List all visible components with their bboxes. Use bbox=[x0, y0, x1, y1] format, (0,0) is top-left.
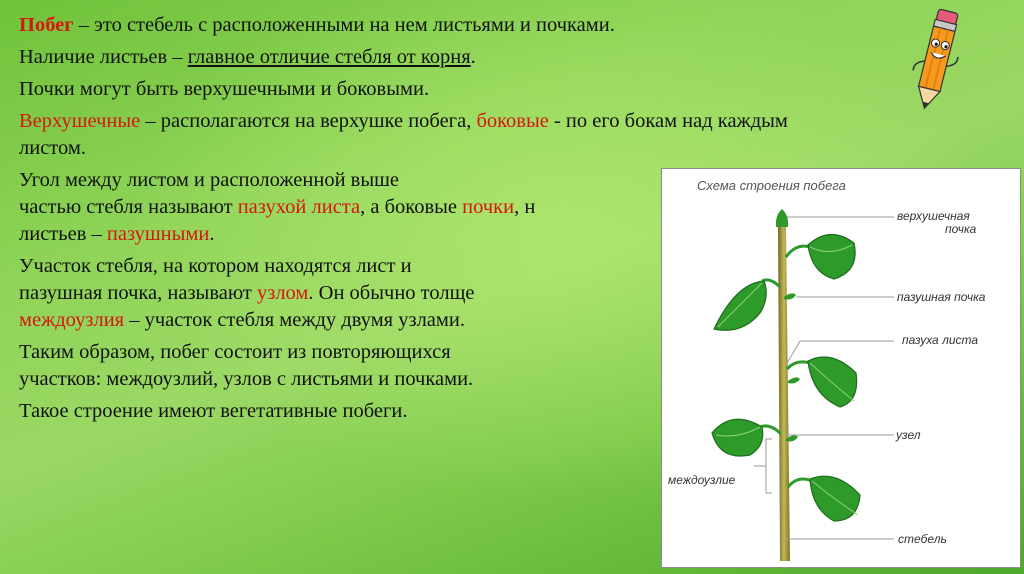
text-fragment: , н bbox=[514, 196, 536, 218]
text-fragment: Участок стебля, на котором находятся лист и bbox=[19, 255, 412, 277]
term-leaf-axil: пазухой листа bbox=[237, 196, 361, 218]
underlined-phrase: главное отличие стебля от корня bbox=[187, 46, 471, 68]
paragraph-leaves bbox=[19, 44, 1009, 71]
label-axillary-bud: пазушная почка bbox=[897, 290, 986, 304]
paragraph-vegetative: Такое строение имеют вегетативные побеги. bbox=[19, 400, 408, 422]
text-fragment: , а боковые bbox=[360, 196, 463, 218]
label-stem: стебель bbox=[898, 532, 947, 546]
text-fragment: – располагаются на верхушке побега, bbox=[140, 110, 477, 132]
text-fragment: . bbox=[470, 46, 476, 68]
paragraph-definition bbox=[19, 12, 1009, 39]
term-node: узлом bbox=[256, 282, 309, 304]
term-buds: почки bbox=[462, 196, 515, 218]
text-fragment: пазушная почка, называют bbox=[19, 282, 257, 304]
label-leaf-axil: пазуха листа bbox=[902, 333, 979, 347]
paragraph-buds: Почки могут быть верхушечными и боковыми. bbox=[19, 78, 430, 100]
label-node: узел bbox=[896, 428, 921, 442]
text-fragment: . Он обычно толще bbox=[308, 282, 475, 304]
leaf-shape bbox=[808, 357, 857, 407]
paragraph-apical bbox=[19, 108, 1009, 162]
leaf-shape bbox=[808, 234, 855, 279]
term-internode: междоузлия bbox=[19, 309, 125, 331]
pencil-mascot-icon bbox=[906, 6, 968, 118]
text-fragment: Наличие листьев – bbox=[19, 46, 188, 68]
text-fragment: частью стебля называют bbox=[19, 196, 238, 218]
text-fragment: – участок стебля между двумя узлами. bbox=[124, 309, 465, 331]
term-axillary: пазушными bbox=[106, 223, 210, 245]
text-fragment: участков: междоузлий, узлов с листьями и почками. bbox=[19, 368, 474, 390]
stem-shape bbox=[778, 227, 790, 561]
apical-bud-shape bbox=[776, 209, 788, 227]
term-apical: Верхушечные bbox=[19, 110, 141, 132]
text-fragment: . bbox=[209, 223, 215, 245]
term-lateral: боковые bbox=[476, 110, 549, 132]
text-fragment: Таким образом, побег состоит из повторяющихся bbox=[19, 341, 451, 363]
text-fragment: - по его бокам над каждым bbox=[548, 110, 788, 132]
label-apical-bud: верхушечная почка bbox=[897, 209, 977, 236]
text-fragment: листьев – bbox=[19, 223, 107, 245]
text-fragment: – это стебель с расположенными на нем листьями и почками. bbox=[73, 14, 615, 36]
text-fragment: листом. bbox=[19, 137, 86, 159]
term-shoot: Побег bbox=[19, 14, 74, 36]
leaf-shape bbox=[712, 419, 763, 456]
label-internode: междоузлие bbox=[668, 473, 736, 487]
text-fragment: Угол между листом и расположенной выше bbox=[19, 169, 400, 191]
shoot-structure-diagram bbox=[661, 168, 1021, 568]
axillary-bud-shape bbox=[788, 377, 800, 383]
diagram-title: Схема строения побега bbox=[697, 178, 846, 193]
